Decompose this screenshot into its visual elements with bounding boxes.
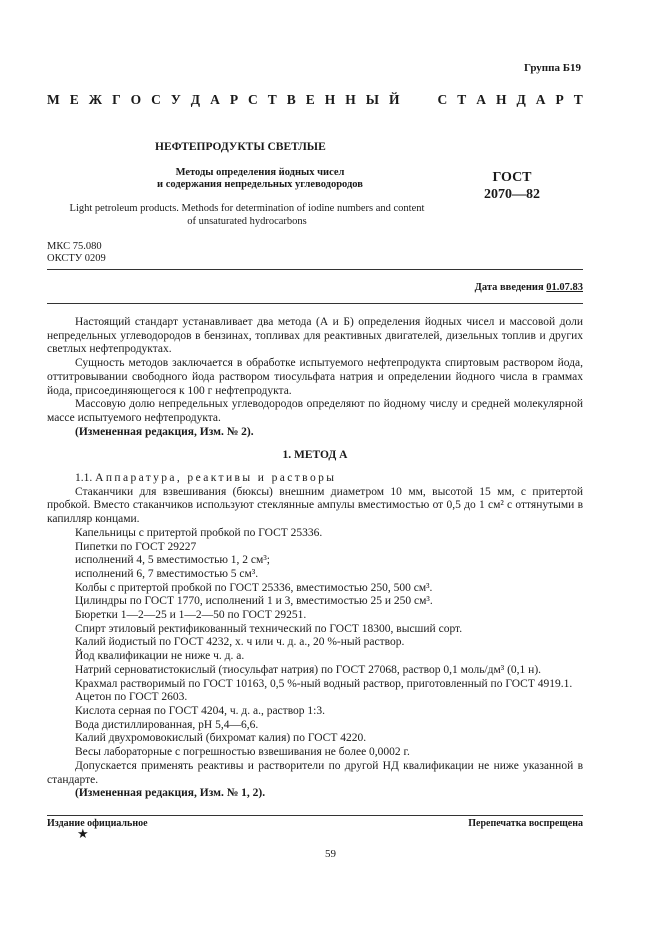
banner-letter: Т — [573, 92, 583, 107]
english-title-line: of unsaturated hydrocarbons — [187, 216, 307, 227]
mks-code: МКС 75.080 — [47, 241, 102, 252]
banner-letter: Г — [112, 92, 121, 107]
subtitle-line: Методы определения йодных чисел — [175, 167, 345, 178]
english-title — [47, 202, 447, 228]
banner-letter: М — [47, 92, 60, 107]
classification-codes — [47, 241, 106, 265]
date-divider — [47, 303, 583, 304]
amendment-note: (Измененная редакция, Изм. № 2). — [75, 425, 254, 438]
banner-letter: О — [130, 92, 142, 107]
body-paragraph: Вода дистиллированная, pH 5,4—6,6. — [75, 718, 259, 731]
interstate-standard-banner — [47, 92, 583, 108]
banner-letter: С — [151, 92, 161, 107]
banner-letter: А — [210, 92, 220, 107]
body-paragraph: Йод квалификации не ниже ч. д. а. — [75, 650, 245, 663]
body-paragraph: Цилиндры по ГОСТ 1770, исполнений 1 и 3, вместимостью 25 и 250 см³. — [75, 595, 433, 608]
banner-letter: Ы — [365, 92, 380, 107]
banner-gap — [410, 92, 428, 108]
body-paragraph: Пипетки по ГОСТ 29227 — [75, 540, 197, 553]
english-title-line: Light petroleum products. Methods for determination of iodine numbers and content — [69, 203, 425, 214]
gost-label: ГОСТ — [492, 170, 532, 185]
star-icon: ★ — [77, 826, 89, 841]
group-code: Группа Б19 — [524, 62, 581, 74]
banner-letter: В — [286, 92, 296, 107]
body-paragraph: Бюретки 1—2—25 и 1—2—50 по ГОСТ 29251. — [75, 609, 307, 622]
amendment-note: (Измененная редакция, Изм. № 1, 2). — [75, 787, 266, 800]
body-paragraph: Кислота серная по ГОСТ 4204, ч. д. а., раствор 1:3. — [75, 704, 325, 717]
body-paragraph: Колбы с притертой пробкой по ГОСТ 25336, вместимостью 250, 500 см³. — [75, 581, 433, 594]
banner-letter: Д — [190, 92, 201, 107]
banner-letter: У — [170, 92, 181, 107]
body-paragraph: Настоящий стандарт устанавливает два метода (А и Б) определения йодных чисел и массовой доли непредельных углеводородов в бензинах, топливах для реактивных двигателей, дизельных топлив и других светлых нефтепродуктах. — [47, 316, 583, 356]
banner-letter: Е — [69, 92, 79, 107]
banner-letter: А — [476, 92, 486, 107]
document-title: НЕФТЕПРОДУКТЫ СВЕТЛЫЕ — [155, 141, 326, 153]
body-paragraph: Ацетон по ГОСТ 2603. — [75, 691, 188, 704]
banner-letter: Т — [267, 92, 277, 107]
okstu-code: ОКСТУ 0209 — [47, 253, 106, 264]
banner-letter: Н — [324, 92, 336, 107]
footer-divider — [47, 815, 583, 816]
subtitle-line: и содержания непредельных углеводородов — [157, 179, 363, 190]
banner-letter: С — [248, 92, 258, 107]
document-subtitle — [110, 167, 410, 191]
banner-letter: Е — [305, 92, 315, 107]
reprint-prohibited-label: Перепечатка воспрещена — [468, 818, 583, 829]
body-paragraph: Стаканчики для взвешивания (бюксы) внешним диаметром 10 мм, высотой 15 мм, с притертой пробкой. Вместо стаканчиков используют стеклянные ампулы вместимостью от 0,5 до 1 см² с оттянутыми в капилляр концами. — [47, 485, 583, 526]
body-paragraph: исполнений 4, 5 вместимостью 1, 2 см³; — [75, 554, 270, 567]
subsection-number: 1.1. — [75, 472, 93, 485]
subsection-title: Аппаратура, реактивы и растворы — [95, 472, 337, 485]
body-paragraph: Допускается применять реактивы и растворители по другой НД квалификации не ниже указанной в стандарте. — [47, 759, 583, 786]
document-body — [47, 316, 583, 801]
header-divider — [47, 269, 583, 270]
body-paragraph: Массовую долю непредельных углеводородов определяют по йодному числу и средней молекулярной массе испытуемого нефтепродукта. — [47, 398, 583, 424]
body-paragraph: Крахмал растворимый по ГОСТ 10163, 0,5 %-ный водный раствор, приготовленный по ГОСТ 4919.1. — [75, 677, 573, 690]
introduction-date-value: 01.07.83 — [546, 282, 583, 293]
banner-letter: Р — [555, 92, 564, 107]
body-paragraph: Спирт этиловый ректификованный технический по ГОСТ 18300, высший сорт. — [75, 622, 463, 635]
introduction-date — [475, 282, 583, 293]
gost-code: 2070—82 — [484, 187, 540, 202]
body-paragraph: Натрий серноватистокислый (тиосульфат натрия) по ГОСТ 27068, раствор 0,1 моль/дм³ (0,1 н). — [75, 663, 542, 676]
page-number: 59 — [325, 848, 336, 860]
introduction-date-label: Дата введения — [474, 282, 544, 293]
banner-letter: Д — [516, 92, 526, 107]
gost-number — [474, 169, 550, 203]
official-edition-label: Издание официальное — [47, 818, 148, 829]
subsection-heading — [47, 472, 583, 486]
body-paragraph: Капельницы с притертой пробкой по ГОСТ 25336. — [75, 526, 323, 539]
body-paragraph: исполнений 6, 7 вместимостью 5 см³. — [75, 567, 259, 580]
page-footer — [47, 818, 583, 829]
banner-letter: А — [535, 92, 546, 107]
body-paragraph: Сущность методов заключается в обработке испытуемого нефтепродукта спиртовым раствором йода, оттитровывании свободного йода раствором тиосульфата натрия и определении йодного числа в граммах йода, присоединяющегося к 100 г нефтепродукта. — [47, 357, 583, 397]
banner-letter: Р — [229, 92, 239, 107]
banner-letter: С — [437, 92, 448, 107]
banner-letter: Н — [495, 92, 507, 107]
section-heading: 1. МЕТОД А — [282, 449, 348, 462]
body-paragraph: Калий двухромовокислый (бихромат калия) по ГОСТ 4220. — [75, 732, 367, 745]
body-paragraph: Весы лабораторные с погрешностью взвешивания не более 0,0002 г. — [75, 746, 410, 759]
banner-letter: Й — [389, 92, 400, 107]
banner-letter: Т — [457, 92, 467, 107]
banner-letter: Ж — [88, 92, 103, 107]
body-paragraph: Калий йодистый по ГОСТ 4232, х. ч или ч. д. а., 20 %-ный раствор. — [75, 636, 405, 649]
banner-letter: Н — [345, 92, 356, 107]
